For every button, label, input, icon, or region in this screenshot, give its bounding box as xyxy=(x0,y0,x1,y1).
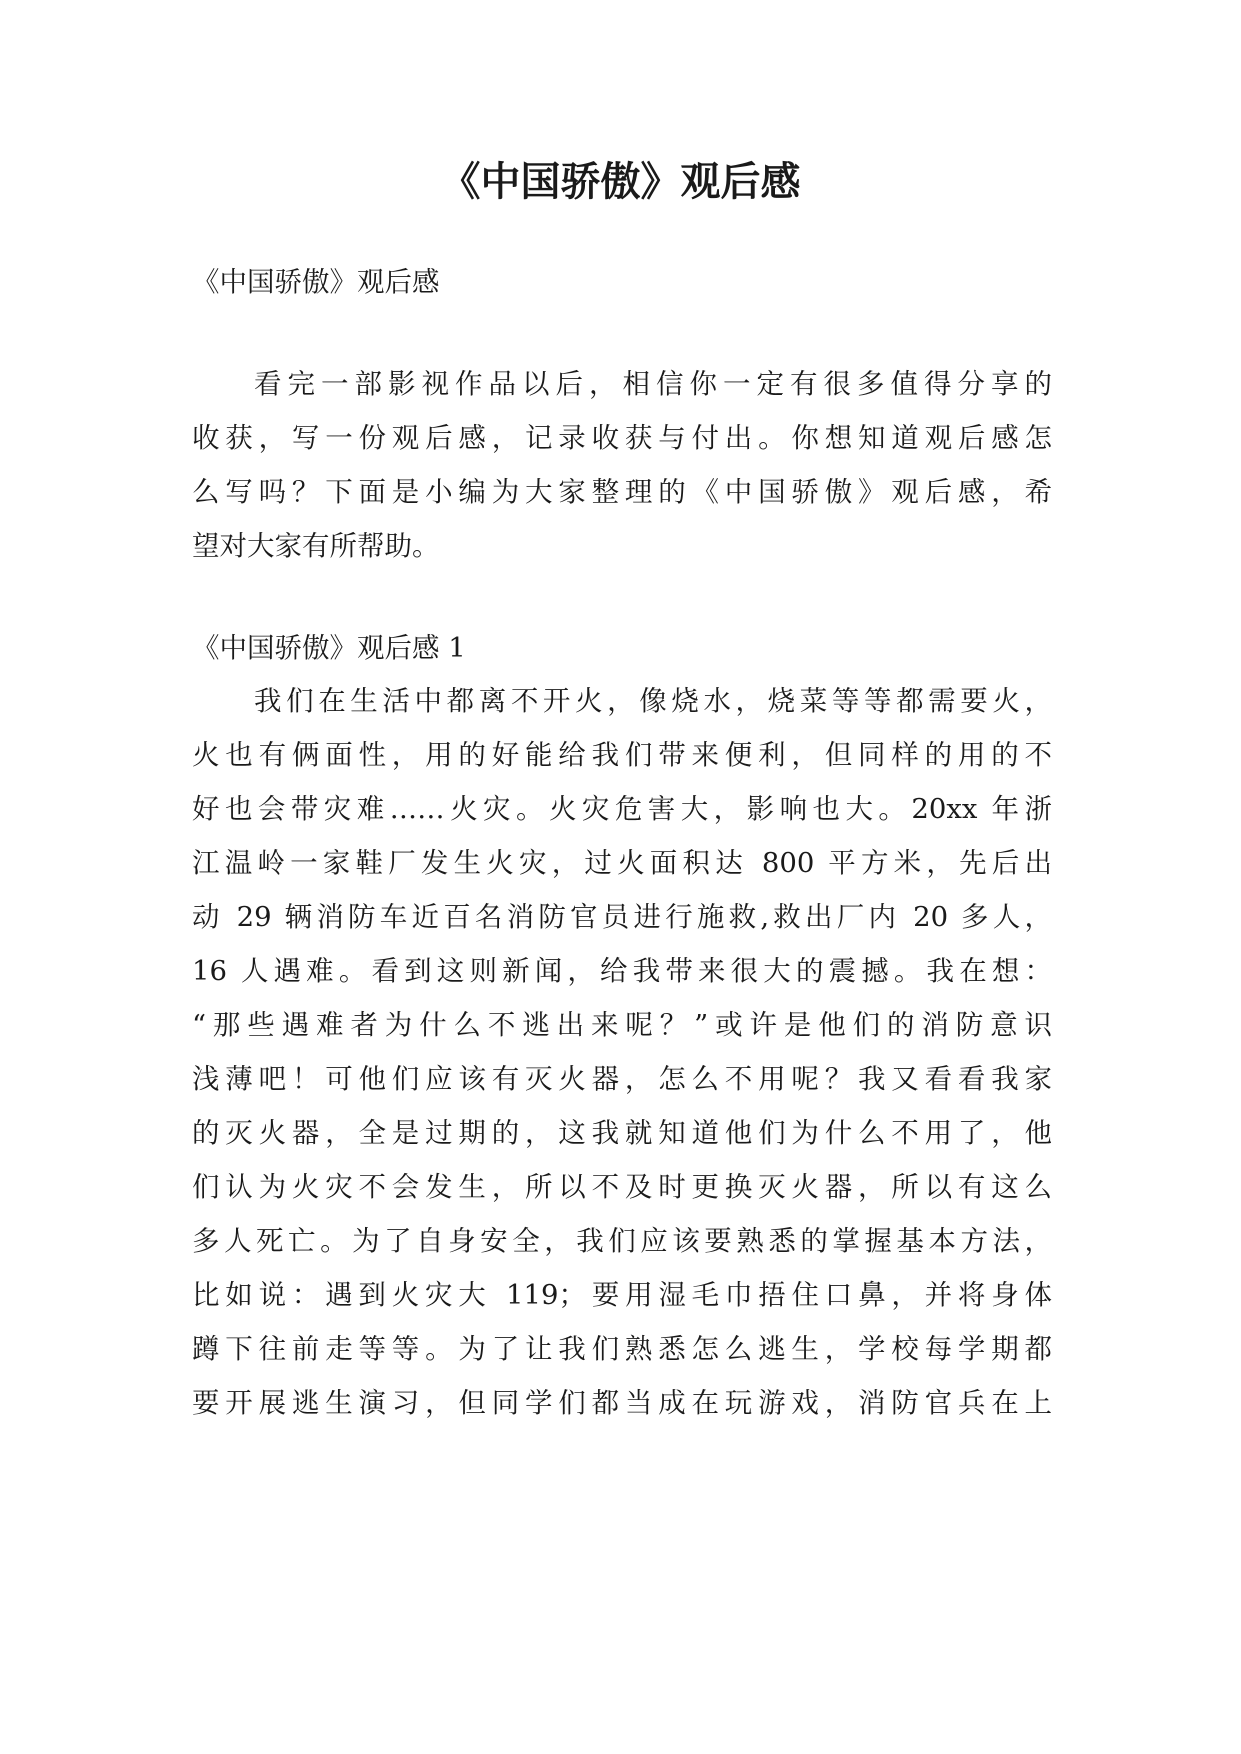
intro-line-3: 么写吗？下面是小编为大家整理的《中国骄傲》观后感，希 xyxy=(192,476,1052,508)
body-line-11: 多人死亡。为了自身安全，我们应该要熟悉的掌握基本方法， xyxy=(192,1225,1052,1257)
body-line-8: 浅薄吧！可他们应该有灭火器，怎么不用呢？我又看看我家 xyxy=(192,1063,1052,1095)
section-heading: 《中国骄傲》观后感 1 xyxy=(192,632,466,664)
document-subtitle: 《中国骄傲》观后感 xyxy=(192,266,440,298)
intro-line-2: 收获，写一份观后感，记录收获与付出。你想知道观后感怎 xyxy=(192,422,1052,454)
body-line-6: 16 人遇难。看到这则新闻，给我带来很大的震撼。我在想： xyxy=(192,955,1052,987)
intro-line-1: 看完一部影视作品以后，相信你一定有很多值得分享的 xyxy=(254,368,1052,400)
body-line-13: 蹲下往前走等等。为了让我们熟悉怎么逃生，学校每学期都 xyxy=(192,1333,1052,1365)
body-line-7: “那些遇难者为什么不逃出来呢？”或许是他们的消防意识 xyxy=(192,1009,1052,1041)
body-line-14: 要开展逃生演习，但同学们都当成在玩游戏，消防官兵在上 xyxy=(192,1387,1052,1419)
body-line-3: 好也会带灾难……火灾。火灾危害大，影响也大。20xx 年浙 xyxy=(192,793,1052,825)
body-line-4: 江温岭一家鞋厂发生火灾，过火面积达 800 平方米，先后出 xyxy=(192,847,1052,879)
intro-line-4: 望对大家有所帮助。 xyxy=(192,530,440,562)
body-line-5: 动 29 辆消防车近百名消防官员进行施救,救出厂内 20 多人， xyxy=(192,901,1052,933)
body-line-10: 们认为火灾不会发生，所以不及时更换灭火器，所以有这么 xyxy=(192,1171,1052,1203)
body-line-1: 我们在生活中都离不开火，像烧水，烧菜等等都需要火， xyxy=(254,685,1052,717)
body-line-12: 比如说：遇到火灾大 119；要用湿毛巾捂住口鼻，并将身体 xyxy=(192,1279,1052,1311)
body-line-2: 火也有俩面性，用的好能给我们带来便利，但同样的用的不 xyxy=(192,739,1052,771)
document-title: 《中国骄傲》观后感 xyxy=(440,159,801,205)
body-line-9: 的灭火器，全是过期的，这我就知道他们为什么不用了，他 xyxy=(192,1117,1052,1149)
